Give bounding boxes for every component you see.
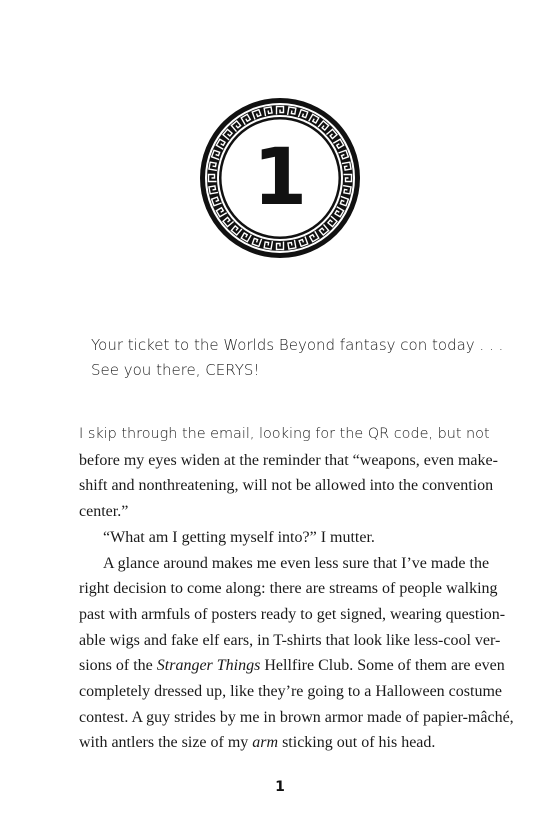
- chapter-emblem: [199, 97, 361, 259]
- body-line: I skip through the email, looking for the QR code, but not: [79, 426, 490, 442]
- body-line: past with armfuls of posters ready to get signed, wearing question-: [79, 605, 506, 623]
- body-line: contest. A guy strides by me in brown armor made of papier-mâché,: [79, 708, 514, 726]
- text-segment: Hellfire Club. Some of them are even: [260, 657, 505, 675]
- body-line: “What am I getting myself into?” I mutter.: [103, 528, 375, 546]
- body-line-mixed: [79, 730, 483, 756]
- body-line: before my eyes widen at the reminder that “weapons, even make-: [79, 451, 498, 469]
- body-line: right decision to come along: there are streams of people walking: [79, 580, 498, 598]
- italic-word: arm: [252, 734, 279, 752]
- page-number: 1: [275, 779, 285, 795]
- message-line: Your ticket to the Worlds Beyond fantasy con today . . .: [91, 336, 504, 354]
- body-line: able wigs and fake elf ears, in T-shirts that look like less-cool ver-: [79, 631, 501, 649]
- text-segment: sions of the: [79, 657, 157, 675]
- body-line: completely dressed up, like they’re going to a Halloween costume: [79, 683, 502, 701]
- body-text: [79, 422, 514, 756]
- message-line: See you there, CERYS!: [91, 361, 260, 379]
- email-message: [91, 333, 511, 383]
- body-line: center.”: [79, 503, 129, 521]
- text-segment: sticking out of his head.: [278, 734, 436, 752]
- chapter-number: 1: [252, 133, 308, 223]
- body-line: shift and nonthreatening, will not be allowed into the convention: [79, 477, 494, 495]
- text-segment: with antlers the size of my: [79, 734, 253, 752]
- italic-title: Stranger Things: [156, 657, 261, 675]
- body-line: A glance around makes me even less sure that I’ve made the: [103, 554, 490, 572]
- body-line-mixed: [79, 653, 505, 679]
